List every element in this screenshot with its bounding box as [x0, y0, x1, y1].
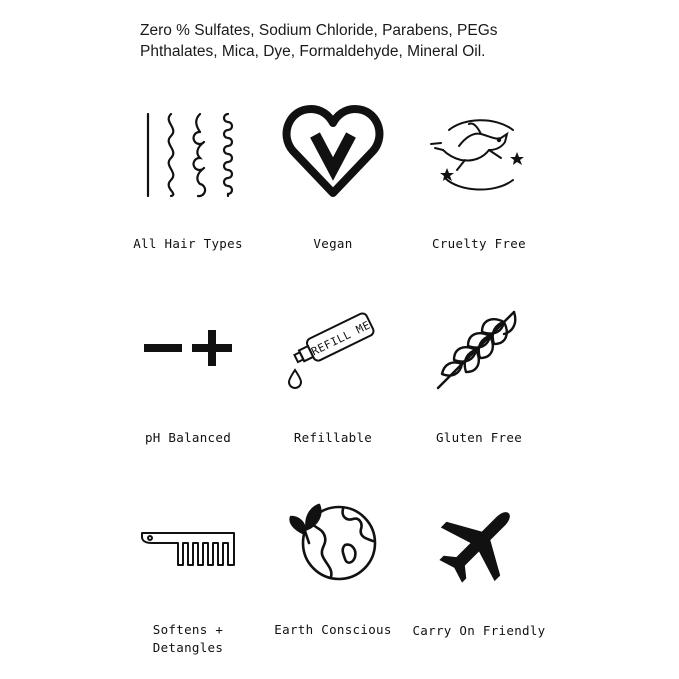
feature-label: Carry On Friendly: [412, 623, 546, 638]
ingredient-exclusions: [140, 20, 660, 62]
feature-label: All Hair Types: [133, 236, 243, 251]
earth-leaf-icon: [258, 499, 408, 583]
refill-me-text: REFILL ME: [309, 318, 373, 359]
feature-earth-conscious: [258, 495, 408, 665]
airplane-icon: [404, 505, 554, 581]
feature-refillable: [258, 300, 408, 460]
refill-bottle-icon: [258, 302, 408, 392]
comb-icon: [113, 529, 263, 569]
exclusions-line-2: Phthalates, Mica, Dye, Formaldehyde, Mineral Oil.: [140, 43, 486, 60]
leaping-bunny-icon: [404, 116, 554, 196]
feature-ph-balanced: [113, 300, 263, 460]
minus-plus-icon: [113, 330, 263, 366]
feature-vegan: [258, 100, 408, 260]
feature-label: Refillable: [293, 430, 373, 445]
feature-label: Cruelty Free: [432, 236, 526, 251]
feature-label-line-2: Detangles: [152, 640, 224, 655]
feature-gluten-free: [404, 300, 554, 460]
feature-cruelty-free: [404, 100, 554, 260]
vegan-heart-icon: [258, 105, 408, 197]
exclusions-line-1: Zero % Sulfates, Sodium Chloride, Parabens, PEGs: [140, 22, 498, 39]
feature-carry-on-friendly: [404, 495, 554, 665]
feature-label: Vegan: [313, 236, 353, 251]
feature-softens-detangles: [113, 495, 263, 665]
feature-label: Gluten Free: [435, 430, 523, 445]
feature-label: pH Balanced: [144, 430, 232, 445]
feature-all-hair-types: [113, 100, 263, 260]
feature-label: Softens +: [152, 622, 224, 637]
wheat-icon: [404, 308, 554, 392]
hair-types-icon: [113, 110, 263, 200]
feature-label: Earth Conscious: [274, 622, 392, 637]
